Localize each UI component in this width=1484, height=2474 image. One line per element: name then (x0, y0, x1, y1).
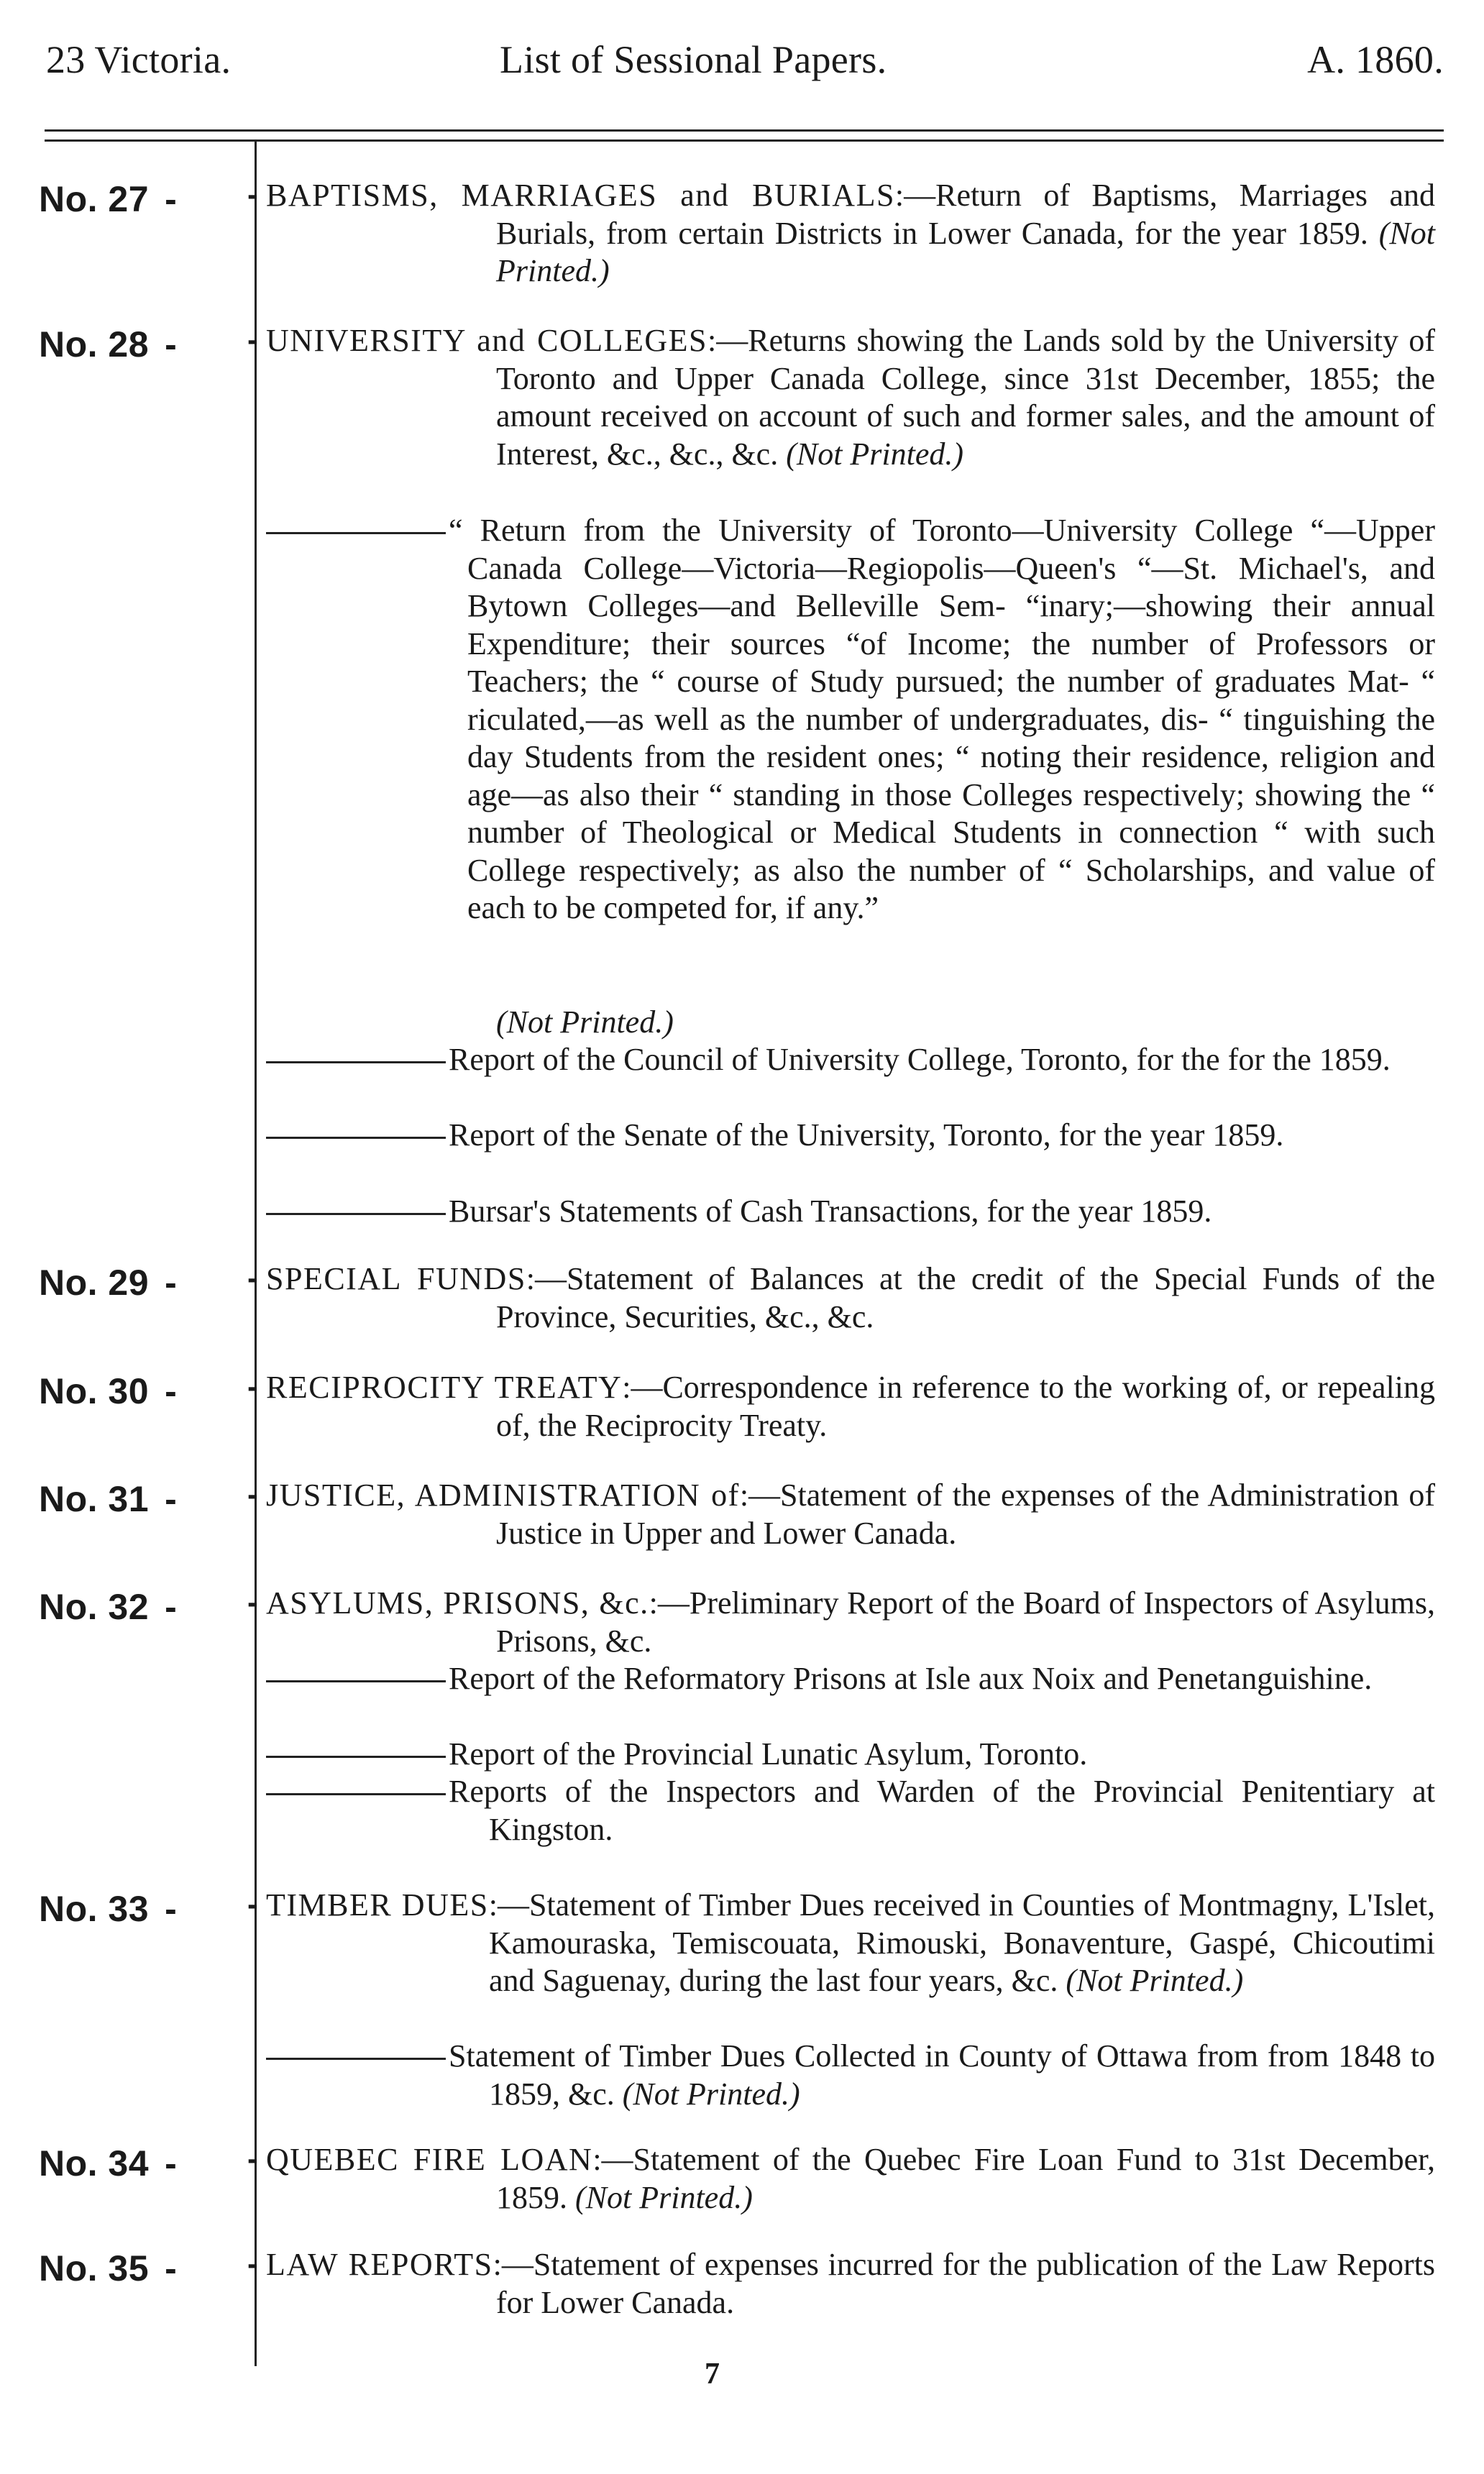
entry-heading: JUSTICE, ADMINISTRATION of (266, 1477, 740, 1513)
header-year: A. 1860. (1307, 38, 1444, 81)
entry-28-sub-senate (266, 1117, 1435, 1155)
entry-tick: - (247, 1369, 258, 1404)
leader-rule (266, 1793, 446, 1795)
leader-rule (266, 1137, 446, 1139)
leader-rule (266, 1061, 446, 1063)
entry-28-sub-note (496, 1004, 1435, 1042)
not-printed-note: (Not Printed.) (496, 215, 1436, 288)
entry-tick: - (247, 2246, 258, 2281)
entry-35 (266, 2246, 1435, 2322)
column-divider (255, 141, 257, 2366)
entry-32-sub-penitentiary (266, 1773, 1435, 1848)
entry-text: :—Return of Baptisms, Marriages and Burials, from certain Districts in Lower Canada, for the year 1859. (496, 178, 1435, 251)
entry-32 (266, 1585, 1435, 1660)
sub-entry-text: Bursar's Statements of Cash Transactions, for the year 1859. (449, 1194, 1212, 1229)
entry-32-sub-reformatory (266, 1660, 1435, 1698)
entry-tick: - (247, 1260, 258, 1296)
entry-number-28: No. 28 - (39, 324, 178, 365)
entry-31 (266, 1477, 1435, 1552)
entry-heading: RECIPROCITY TREATY (266, 1370, 623, 1405)
entry-number-32: No. 32 - (39, 1587, 178, 1627)
leader-rule (266, 1680, 446, 1682)
not-printed-note: (Not Printed.) (575, 2179, 753, 2215)
entry-text: :—Statement of the Quebec Fire Loan Fund to 31st December, 1859. (496, 2142, 1435, 2215)
entry-33 (266, 1887, 1435, 2000)
entry-tick: - (247, 1585, 258, 1620)
entry-heading: ASYLUMS, PRISONS, &c. (266, 1585, 649, 1621)
entry-heading: BAPTISMS, MARRIAGES and BURIALS (266, 178, 895, 213)
entry-33-sub-ottawa (266, 2038, 1435, 2113)
entry-text: :—Statement of the expenses of the Administration of Justice in Upper and Lower Canada. (496, 1477, 1435, 1551)
entry-text: :—Statement of expenses incurred for the publication of the Law Reports for Lower Canada. (493, 2247, 1435, 2320)
not-printed-note: (Not Printed.) (622, 2076, 800, 2112)
entry-heading: LAW REPORTS (266, 2247, 493, 2282)
sub-entry-text: Report of the Reformatory Prisons at Isle aux Noix and Penetanguishine. (449, 1661, 1373, 1696)
entry-heading: SPECIAL FUNDS (266, 1261, 526, 1296)
entry-tick: - (247, 322, 258, 357)
not-printed-note: (Not Printed.) (786, 436, 964, 472)
entry-number-31: No. 31 - (39, 1479, 178, 1519)
sub-entry-text: Report of the Council of University College, Toronto, for the for the 1859. (449, 1042, 1391, 1077)
entry-32-sub-asylum (266, 1736, 1435, 1774)
leader-rule (266, 2058, 446, 2060)
entry-34 (266, 2141, 1435, 2217)
page-number: 7 (705, 2358, 720, 2391)
header-title: List of Sessional Papers. (500, 38, 887, 81)
sub-entry-text: Report of the Provincial Lunatic Asylum, Toronto. (449, 1736, 1088, 1772)
entry-text: :—Statement of Balances at the credit of the Special Funds of the Province, Securities, &c., &c. (496, 1261, 1436, 1334)
sub-entry-text: “ Return from the University of Toronto—University College “—Upper Canada College—Victoria—Regiopolis—Queen's “—St. Michael's, and Bytown Colleges—and Belleville Sem- “inary;—showing their annual Expenditure; their sources “of Income; the number of Professors or Teachers; the “ course of Study pursued; the number of graduates Mat- “ riculated,—as well as the number of undergraduates, dis- “ tinguishing the day Students from the resident ones; “ noting their residence, religion and age—as also their “ standing in those Colleges respectively; showing the “ number of Theological or Medical Students in connection “ with such College respectively; as also the number of “ Scholarships, and value of each to be competed for, if any.” (449, 513, 1435, 925)
header-session: 23 Victoria. (46, 38, 232, 81)
header-rule-top (45, 129, 1444, 132)
not-printed-note: (Not Printed.) (1066, 1963, 1244, 1998)
entry-number-30: No. 30 - (39, 1371, 178, 1411)
entry-tick: - (247, 1887, 258, 1922)
entry-28 (266, 322, 1435, 473)
entry-number-33: No. 33 - (39, 1889, 178, 1929)
entry-number-35: No. 35 - (39, 2248, 178, 2289)
entry-tick: - (247, 2141, 258, 2176)
entry-text: :—Preliminary Report of the Board of Inspectors of Asylums, Prisons, &c. (496, 1585, 1436, 1659)
leader-rule (266, 1756, 446, 1758)
entry-tick: - (247, 1477, 258, 1512)
entry-heading: UNIVERSITY and COLLEGES (266, 323, 707, 358)
entry-27 (266, 177, 1435, 290)
sub-entry-text: Report of the Senate of the University, Toronto, for the year 1859. (449, 1117, 1284, 1153)
entry-28-sub-return (266, 512, 1435, 927)
leader-rule (266, 532, 446, 534)
entry-text: :—Returns showing the Lands sold by the University of Toronto and Upper Canada College, since 31st December, 1855; the amount received on account of such and former sales, and the amount of Interest, &c., &c., &c. (496, 323, 1435, 472)
entry-28-sub-bursar (266, 1193, 1435, 1231)
sub-entry-text: Reports of the Inspectors and Warden of the Provincial Penitentiary at Kingston. (449, 1774, 1435, 1847)
entry-text: :—Correspondence in reference to the working of, or repealing of, the Reciprocity Treaty. (496, 1370, 1435, 1443)
sub-entry-text: Statement of Timber Dues Collected in County of Ottawa from from 1848 to 1859, &c. (449, 2038, 1435, 2112)
entry-number-27: No. 27 - (39, 179, 178, 219)
leader-rule (266, 1213, 446, 1215)
entry-heading: QUEBEC FIRE LOAN (266, 2142, 593, 2177)
entry-number-29: No. 29 - (39, 1263, 178, 1303)
entry-28-sub-council (266, 1041, 1435, 1079)
entry-heading: TIMBER DUES (266, 1887, 489, 1923)
entry-number-34: No. 34 - (39, 2143, 178, 2184)
entry-text: :—Statement of Timber Dues received in Counties of Montmagny, L'Islet, Kamouraska, Temiscouata, Rimouski, Bonaventure, Gaspé, Chicoutimi and Saguenay, during the last four years, &c. (488, 1887, 1436, 1998)
entry-tick: - (247, 177, 258, 212)
entry-30 (266, 1369, 1435, 1444)
not-printed-note: (Not Printed.) (496, 1004, 674, 1040)
entry-29 (266, 1260, 1435, 1336)
